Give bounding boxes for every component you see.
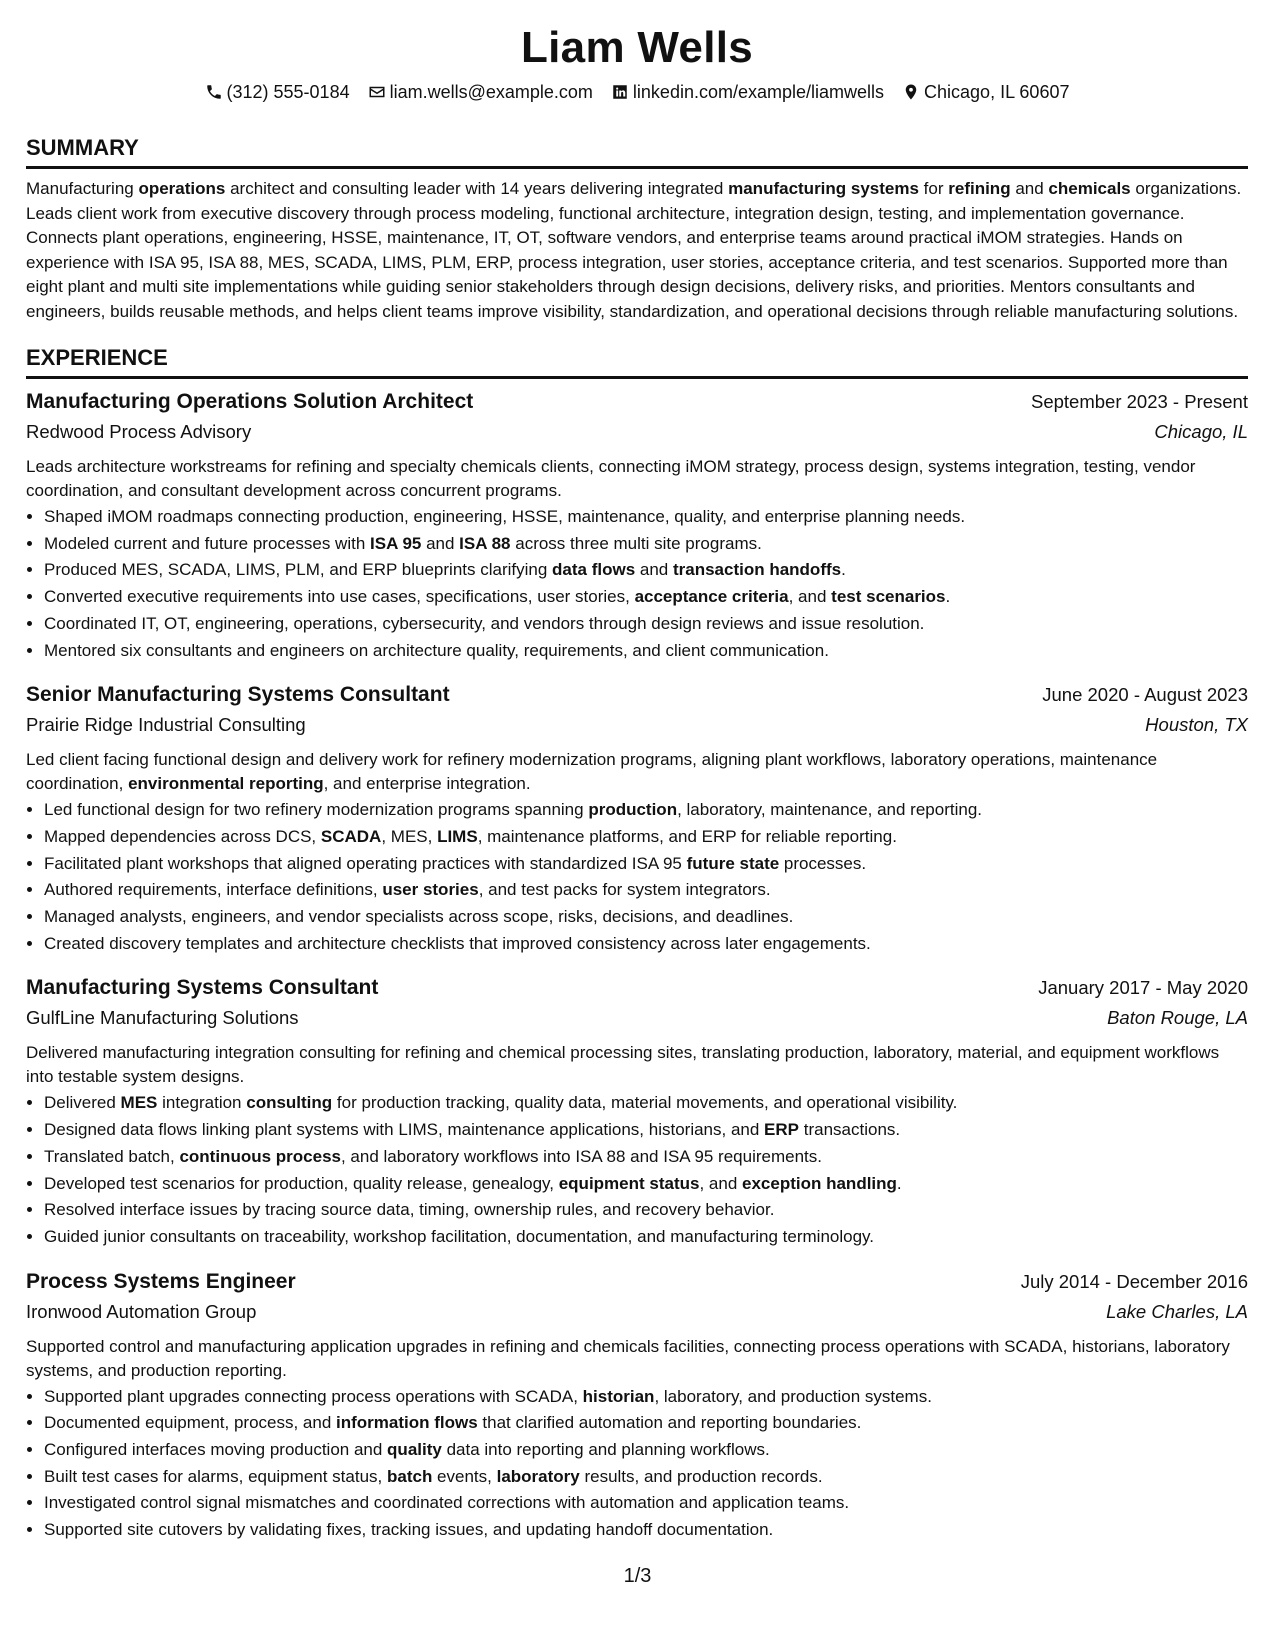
contact-bar: [26, 80, 1248, 104]
job-entry: [26, 387, 1248, 664]
job-location: Lake Charles, LA: [1106, 1300, 1248, 1322]
job-entry: [26, 680, 1248, 957]
bullet-item: [44, 931, 1248, 958]
job-title: Senior Manufacturing Systems Consultant: [26, 683, 450, 707]
bullet-item: [44, 904, 1248, 931]
phone-text: (312) 555-0184: [226, 82, 350, 102]
bullet-item: [44, 824, 1248, 851]
text-run: Guided junior consultants on traceability, workshop facilitation, documentation, and manufacturing terminology.: [44, 1226, 874, 1246]
bold-text: MES: [120, 1093, 158, 1113]
text-run: Shaped iMOM roadmaps connecting production, engineering, HSSE, maintenance, quality, and enterprise planning needs.: [44, 507, 966, 526]
job-location: Houston, TX: [1145, 714, 1248, 736]
job-dates: September 2023 - Present: [1031, 391, 1248, 412]
bold-text: historian: [582, 1386, 655, 1406]
bullet-item: [44, 1410, 1248, 1437]
job-bullets: [26, 1090, 1248, 1250]
bold-text: transaction handoffs: [672, 560, 842, 580]
bullet-item: [44, 1464, 1248, 1491]
job-company: Redwood Process Advisory: [26, 421, 252, 442]
bullet-item: [44, 1117, 1248, 1144]
text-run: Modeled current and future processes with: [44, 533, 371, 553]
bold-text: production: [588, 800, 678, 820]
text-run: transactions.: [799, 1120, 901, 1140]
bullet-item: [44, 557, 1248, 584]
experience-list: [26, 387, 1248, 1544]
bold-text: environmental reporting: [128, 774, 324, 794]
bold-text: SCADA: [320, 826, 382, 846]
job-description: [26, 748, 1248, 796]
text-run: integration: [157, 1093, 247, 1113]
text-run: Facilitated plant workshops that aligned operating practices with standardized ISA 95: [44, 853, 687, 873]
text-run: across three multi site programs.: [510, 533, 762, 553]
bold-text: batch: [386, 1466, 433, 1486]
text-run: Converted executive requirements into use cases, specifications, user stories,: [44, 587, 635, 607]
text-run: Produced MES, SCADA, LIMS, PLM, and ERP blueprints clarifying: [44, 560, 553, 580]
text-run: Configured interfaces moving production and: [44, 1440, 388, 1460]
bullet-item: [44, 531, 1248, 558]
text-run: and: [1010, 179, 1049, 198]
job-dates: July 2014 - December 2016: [1020, 1270, 1248, 1292]
candidate-name: Liam Wells: [520, 23, 754, 72]
text-run: processes.: [779, 853, 867, 873]
bold-text: consulting: [246, 1093, 333, 1113]
bullet-item: [44, 1517, 1248, 1544]
bold-text: future state: [686, 853, 780, 873]
job-entry: [26, 1267, 1248, 1544]
bold-text: ERP: [764, 1120, 800, 1140]
bullet-item: [44, 504, 1248, 531]
text-run: , maintenance platforms, and ERP for reliable reporting.: [477, 826, 897, 846]
linkedin-text: linkedin.com/example/liamwells: [632, 82, 885, 102]
page-number: 1/3: [623, 1565, 652, 1587]
bold-text: manufacturing systems: [728, 179, 919, 198]
text-run: Led functional design for two refinery modernization programs spanning: [44, 800, 589, 820]
job-location: Chicago, IL: [1154, 421, 1248, 442]
summary-heading: SUMMARY: [26, 134, 1248, 169]
text-run: , laboratory, maintenance, and reporting.: [677, 800, 982, 820]
text-run: Translated batch,: [44, 1146, 180, 1166]
bold-text: test scenarios: [831, 587, 946, 607]
text-run: Mentored six consultants and engineers on architecture quality, requirements, and client communication.: [44, 640, 829, 660]
job-location: Baton Rouge, LA: [1107, 1007, 1248, 1029]
bullet-item: [44, 638, 1248, 665]
text-run: Coordinated IT, OT, engineering, operations, cybersecurity, and vendors through design reviews and issue resolution.: [44, 613, 925, 633]
text-run: Documented equipment, process, and: [44, 1413, 337, 1433]
bold-text: chemicals: [1048, 179, 1131, 198]
job-company: GulfLine Manufacturing Solutions: [26, 1007, 299, 1029]
text-run: Leads architecture workstreams for refining and specialty chemicals clients, connecting iMOM strategy, process design, systems integration, testing, vendor coordination, and consultant development across concurrent programs.: [26, 457, 1196, 500]
bold-text: quality: [387, 1440, 442, 1460]
text-run: events,: [432, 1466, 497, 1486]
job-bullets: [26, 504, 1248, 664]
job-description: [26, 1335, 1248, 1383]
location-text: Chicago, IL 60607: [924, 82, 1070, 102]
text-run: , and: [788, 587, 832, 607]
resume-page: [26, 20, 1248, 1544]
job-dates: June 2020 - August 2023: [1042, 684, 1248, 706]
text-run: Supported control and manufacturing application upgrades in refining and chemicals facilities, connecting process operations with SCADA, historians, laboratory systems, and production reporting.: [26, 1336, 1230, 1380]
bold-text: LIMS: [437, 826, 478, 846]
bullet-item: [44, 611, 1248, 638]
bold-text: operations: [138, 179, 226, 198]
summary-paragraph: [26, 177, 1248, 324]
job-title: Manufacturing Systems Consultant: [26, 976, 379, 1000]
text-run: Supported plant upgrades connecting process operations with SCADA,: [44, 1386, 583, 1406]
text-run: and: [421, 533, 460, 553]
text-run: that clarified automation and reporting boundaries.: [477, 1413, 862, 1433]
bold-text: ISA 88: [459, 533, 511, 553]
job-company: Prairie Ridge Industrial Consulting: [26, 714, 306, 736]
linkedin-icon: [611, 83, 629, 101]
bullet-item: [44, 1490, 1248, 1517]
bullet-item: [44, 1384, 1248, 1411]
envelope-icon: [368, 83, 386, 101]
text-run: for: [918, 179, 949, 198]
contact-phone[interactable]: [205, 80, 350, 104]
text-run: , and test packs for system integrators.: [478, 880, 771, 900]
bold-text: equipment status: [558, 1173, 700, 1193]
job-bullets: [26, 797, 1248, 957]
text-run: architect and consulting leader with 14 years delivering integrated: [225, 179, 729, 198]
text-run: Authored requirements, interface definitions,: [44, 880, 383, 900]
bullet-item: [44, 1197, 1248, 1224]
bold-text: information flows: [336, 1413, 478, 1433]
job-title: Process Systems Engineer: [26, 1269, 296, 1293]
text-run: .: [945, 587, 951, 607]
bold-text: data flows: [552, 560, 636, 580]
bold-text: acceptance criteria: [634, 587, 789, 607]
text-run: Managed analysts, engineers, and vendor specialists across scope, risks, decisions, and deadlines.: [44, 907, 794, 927]
bold-text: laboratory: [496, 1466, 580, 1486]
text-run: Led client facing functional design and delivery work for refinery modernization programs, aligning plant workflows, laboratory operations, maintenance coordination,: [26, 750, 1158, 794]
bullet-item: [44, 797, 1248, 824]
bold-text: ISA 95: [370, 533, 422, 553]
bullet-item: [44, 877, 1248, 904]
bullet-item: [44, 584, 1248, 611]
job-dates: January 2017 - May 2020: [1038, 977, 1248, 999]
text-run: Investigated control signal mismatches and coordinated corrections with automation and application teams.: [44, 1493, 850, 1513]
bullet-item: [44, 1171, 1248, 1198]
text-run: , and enterprise integration.: [323, 774, 531, 794]
text-run: Designed data flows linking plant systems with LIMS, maintenance applications, historians, and: [44, 1120, 765, 1140]
contact-email[interactable]: [368, 80, 593, 104]
text-run: Built test cases for alarms, equipment status,: [44, 1466, 387, 1486]
job-description: [26, 1041, 1248, 1089]
experience-heading: EXPERIENCE: [26, 344, 1248, 379]
bold-text: continuous process: [179, 1146, 341, 1166]
text-run: .: [841, 560, 846, 580]
phone-icon: [205, 83, 223, 101]
job-company: Ironwood Automation Group: [26, 1300, 257, 1322]
bullet-item: [44, 1090, 1248, 1117]
contact-location: [902, 80, 1069, 104]
bold-text: user stories: [382, 880, 479, 900]
text-run: for production tracking, quality data, material movements, and operational visibility.: [332, 1093, 958, 1113]
bullet-item: [44, 1437, 1248, 1464]
bullet-item: [44, 1144, 1248, 1171]
text-run: , and: [699, 1173, 743, 1193]
job-entry: [26, 973, 1248, 1250]
email-text: liam.wells@example.com: [389, 82, 593, 102]
contact-linkedin[interactable]: [611, 80, 884, 104]
text-run: , and laboratory workflows into ISA 88 and ISA 95 requirements.: [340, 1146, 822, 1166]
text-run: Supported site cutovers by validating fixes, tracking issues, and updating handoff documentation.: [44, 1520, 774, 1540]
text-run: data into reporting and planning workflows.: [441, 1440, 770, 1460]
text-run: Mapped dependencies across DCS,: [44, 826, 321, 846]
job-bullets: [26, 1384, 1248, 1544]
text-run: , laboratory, and production systems.: [654, 1386, 932, 1406]
text-run: , MES,: [381, 826, 438, 846]
job-title: Manufacturing Operations Solution Architect: [26, 390, 474, 413]
text-run: results, and production records.: [579, 1466, 823, 1486]
text-run: Delivered: [44, 1093, 121, 1113]
text-run: and: [635, 560, 673, 580]
job-description: [26, 455, 1248, 503]
text-run: Manufacturing: [26, 179, 139, 198]
bullet-item: [44, 1224, 1248, 1251]
text-run: organizations. Leads client work from executive discovery through process modeling, functional architecture, integration design, testing, and implementation governance. Connects plant operations, engineering, HSSE, maintenance, IT, OT, software vendors, and enterprise teams around practical iMOM strategies. Hands on experience with ISA 95, ISA 88, MES, SCADA, LIMS, PLM, ERP, process integration, user stories, acceptance criteria, and test scenarios. Supported more than eight plant and multi site implementations while guiding senior stakeholders through design decisions, delivery risks, and priorities. Mentors consultants and engineers, builds reusable methods, and helps client teams improve visibility, standardization, and operational decisions through reliable manufacturing solutions.: [26, 179, 1242, 321]
map-pin-icon: [902, 83, 920, 101]
text-run: .: [896, 1173, 902, 1193]
bullet-item: [44, 851, 1248, 878]
bold-text: refining: [948, 179, 1011, 198]
bold-text: exception handling: [742, 1173, 897, 1193]
text-run: Delivered manufacturing integration consulting for refining and chemical processing sites, translating production, laboratory, material, and equipment workflows into testable system designs.: [26, 1043, 1220, 1087]
text-run: Created discovery templates and architecture checklists that improved consistency across later engagements.: [44, 933, 871, 953]
text-run: Resolved interface issues by tracing source data, timing, ownership rules, and recovery behavior.: [44, 1200, 775, 1220]
text-run: Developed test scenarios for production, quality release, genealogy,: [44, 1173, 559, 1193]
